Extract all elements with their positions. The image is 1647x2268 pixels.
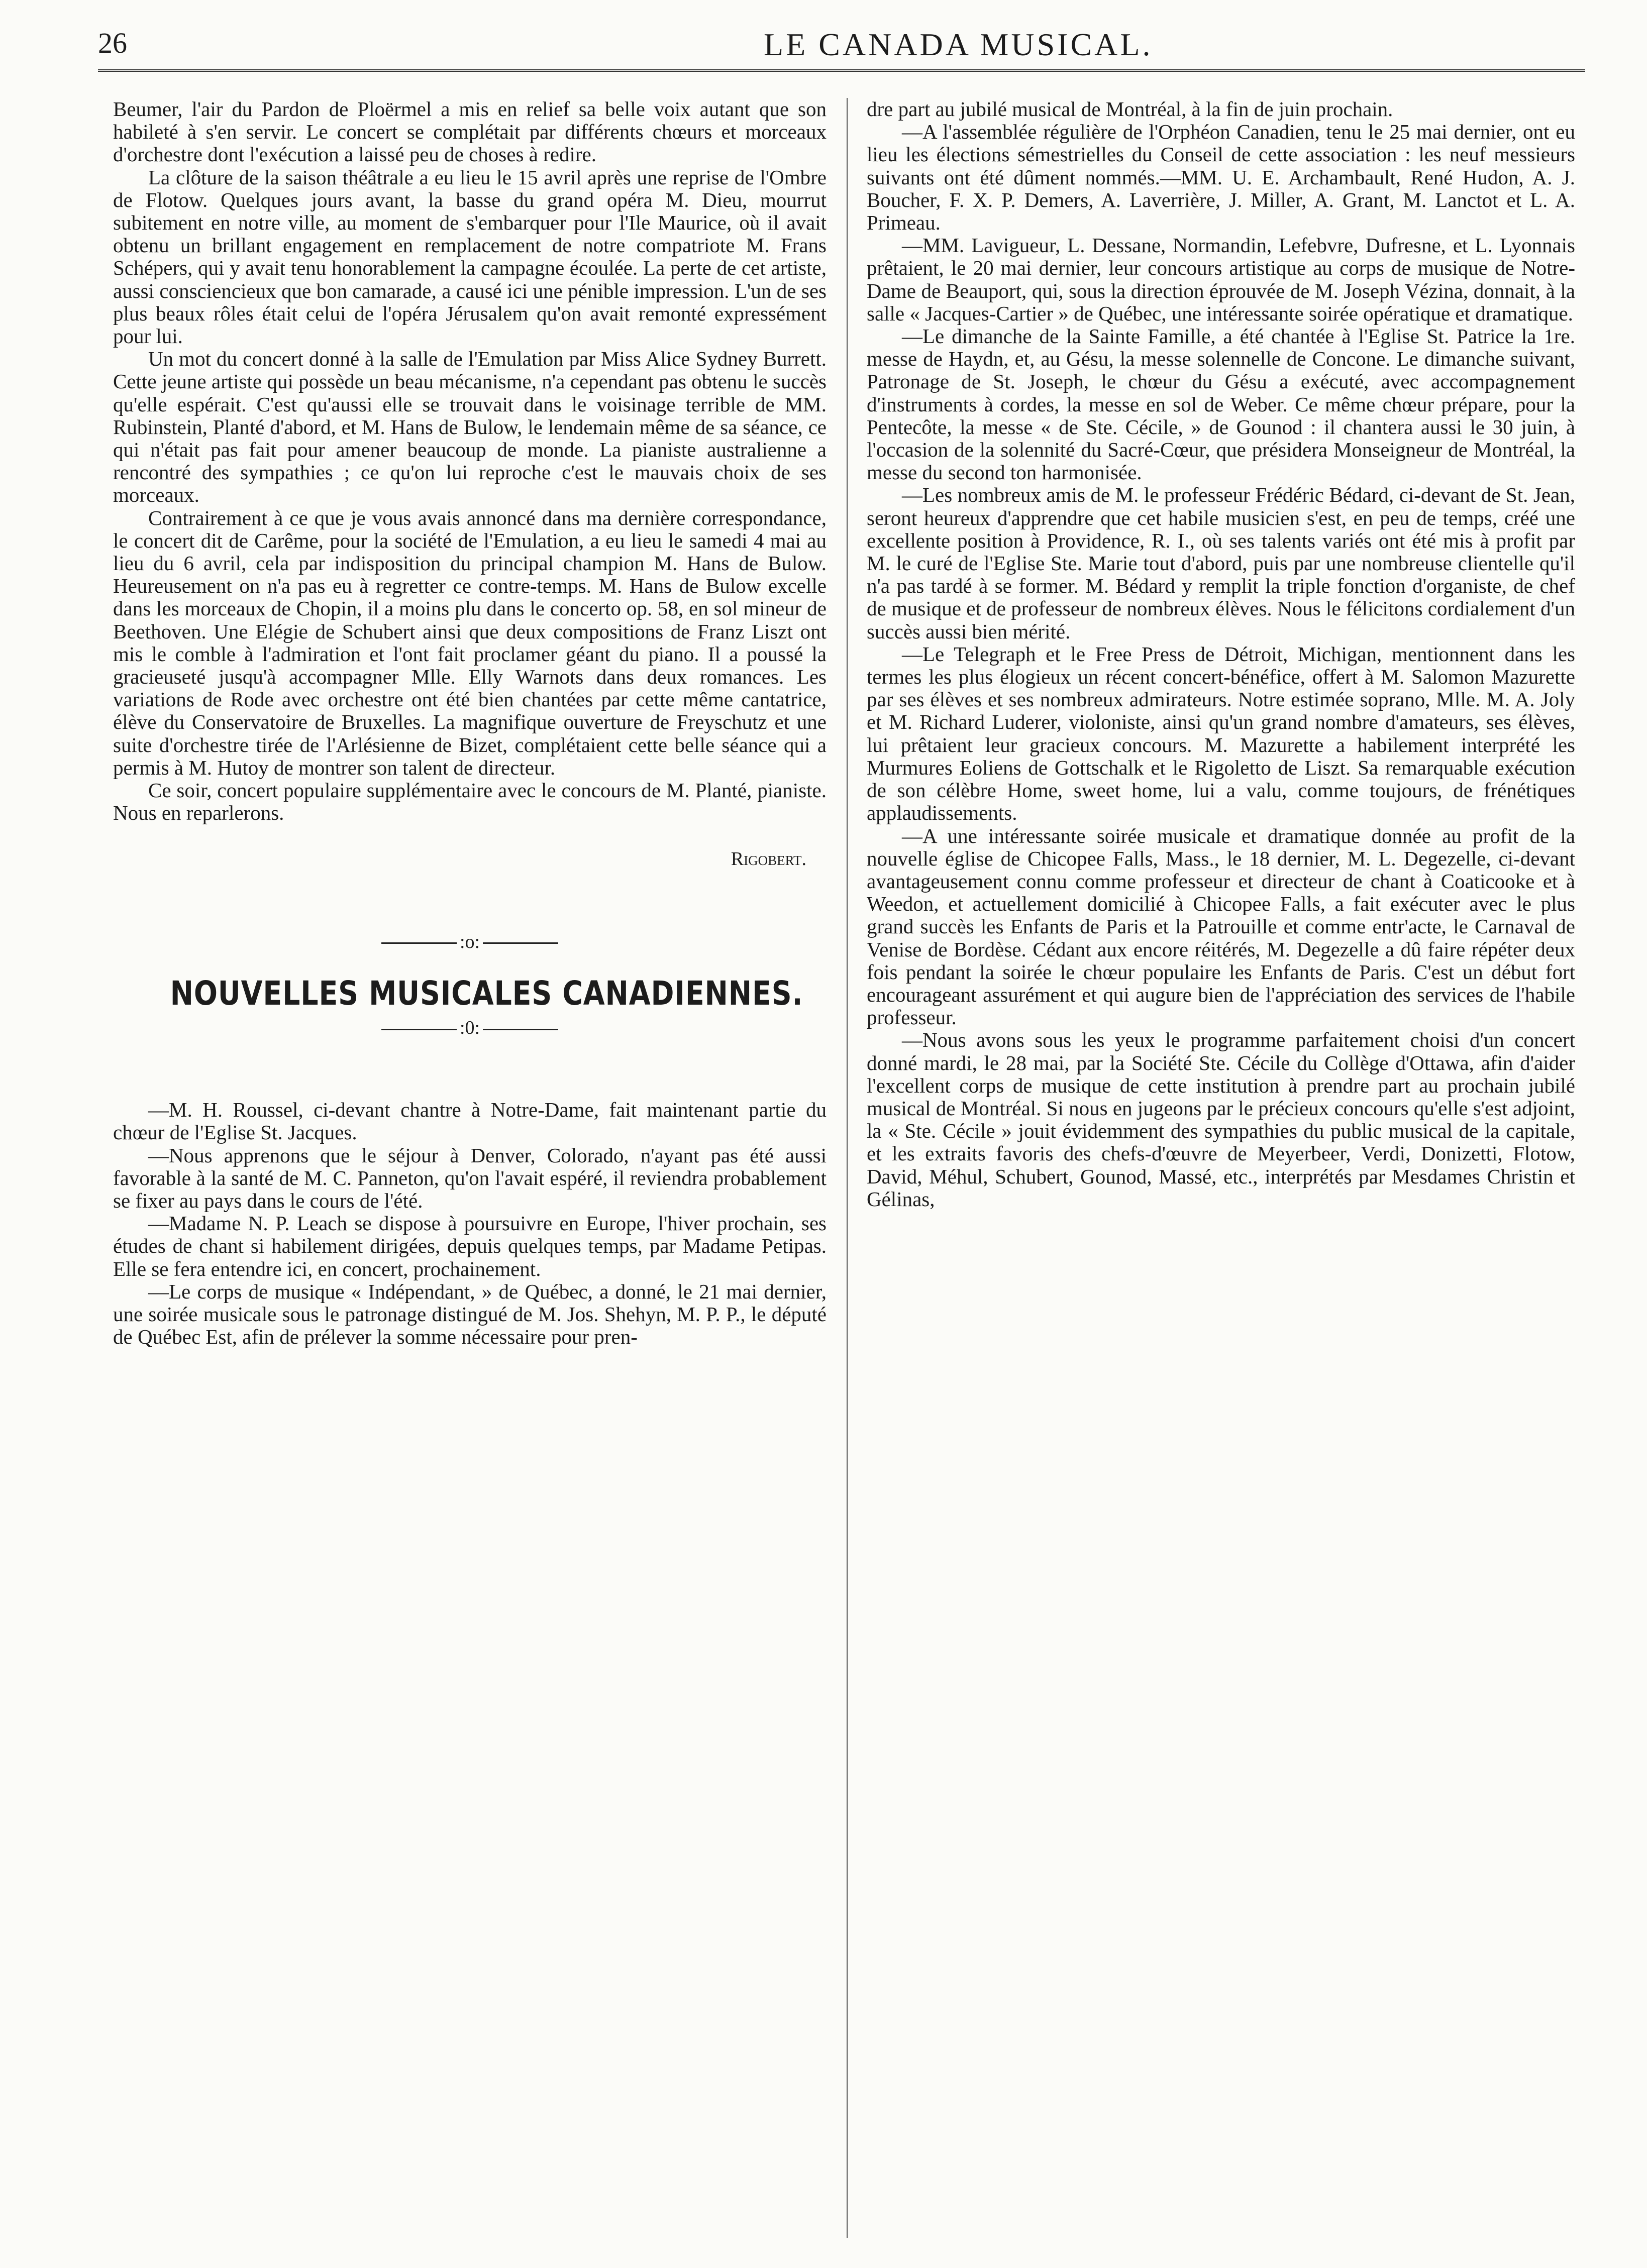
ornament-rule (381, 1029, 457, 1030)
column-divider (847, 98, 848, 2238)
header-rule (98, 69, 1585, 72)
news-item: —Nous apprenons que le séjour à Denver, Colorado, n'ayant pas été aussi favorable à la santé de M. C. Panneton, qu'on l'avait espéré, il reviendra probablement se fixer au pays dans le cours de l'été. (113, 1143, 827, 1212)
right-column (867, 98, 1575, 1211)
article-paragraph: Ce soir, concert populaire supplémentaire avec le concours de M. Planté, pianiste. Nous en reparlerons. (113, 779, 827, 825)
author-signature: Rigobert. (731, 848, 806, 870)
left-column (113, 98, 827, 1348)
ornament-rule (483, 942, 558, 944)
news-item: —M. H. Roussel, ci-devant chantre à Notre-Dame, fait maintenant partie du chœur de l'Eglise St. Jacques. (113, 1098, 827, 1144)
section-ornament-bottom (113, 1017, 827, 1039)
article-paragraph: Contrairement à ce que je vous avais annoncé dans ma dernière correspondance, le concert dit de Carême, pour la société de l'Emulation, a eu lieu le samedi 4 mai au lieu du 6 avril, cela par indisposition du principal champion M. Hans de Bulow. Heureusement on n'a pas eu à regretter ce contre-temps. M. Hans de Bulow excelle dans les morceaux de Chopin, il a moins plu dans le concerto op. 58, en sol mineur de Beethoven. Une Elégie de Schubert ainsi que deux compositions de Franz Liszt ont mis le comble à l'admiration et l'ont fait proclamer géant du piano. Il a poussé la gracieuseté jusqu'à accompagner Mlle. Elly Warnots dans deux romances. Les variations de Rode avec orchestre ont été bien chantées par cette même cantatrice, élève du Conservatoire de Bruxelles. La magnifique ouverture de Freyschutz et une suite d'orchestre tirée de l'Arlésienne de Bizet, complétaient cette belle séance qui a permis à M. Hutoy de montrer son talent de directeur. (113, 506, 827, 779)
journal-title: LE CANADA MUSICAL. (764, 27, 1153, 62)
page-number: 26 (98, 27, 127, 59)
news-item: —Les nombreux amis de M. le professeur Frédéric Bédard, ci-devant de St. Jean, seront heureux d'apprendre que cet habile musicien s'est, en peu de temps, créé une excellente position à Providence, R. I., où ses talents variés ont été mis à profit par M. le curé de l'Eglise Ste. Marie tout d'abord, puis par une nombreuse clientelle qu'il n'a pas tardé à se former. M. Bédard y remplit la triple fonction d'organiste, de chef de musique et de professeur de nombreux élèves. Nous le félicitons cordialement d'un succès aussi bien mérité. (867, 483, 1575, 643)
ornament-mark: :0: (459, 1017, 480, 1038)
news-item: —Le dimanche de la Sainte Famille, a été chantée à l'Eglise St. Patrice la 1re. messe de Haydn, et, au Gésu, la messe solennelle de Concone. Le dimanche suivant, Patronage de St. Joseph, le chœur du Gésu a exécuté, avec accompagnement d'instruments à cordes, la messe en sol de Weber. Ce même chœur prépare, pour la Pentecôte, la messe « de Ste. Cécile, » de Gounod : il chantera aussi le 30 juin, à l'occasion de la solennité du Sacré-Cœur, que présidera Monseigneur de Montréal, la messe du second ton harmonisée. (867, 325, 1575, 484)
news-item: —Le corps de musique « Indépendant, » de Québec, a donné, le 21 mai dernier, une soirée musicale sous le patronage distingué de M. Jos. Shehyn, M. P. P., le député de Québec Est, afin de prélever la somme nécessaire pour pren- (113, 1279, 827, 1349)
ornament-rule (381, 942, 457, 944)
article-paragraph: Beumer, l'air du Pardon de Ploërmel a mis en relief sa belle voix autant que son habileté à s'en servir. Le concert se complétait par différents chœurs et morceaux d'orchestre dont l'exécution a laissé peu de choses à redire. (113, 97, 827, 166)
news-item: —A l'assemblée régulière de l'Orphéon Canadien, tenu le 25 mai dernier, ont eu lieu les élections sémestrielles du Conseil de cette association : les neuf messieurs suivants ont été dûment nommés.—MM. U. E. Archambault, René Hudon, A. J. Boucher, F. X. P. Demers, A. Laverrière, J. Miller, A. Grant, M. Lanctot et L. A. Primeau. (867, 120, 1575, 235)
article-paragraph: Un mot du concert donné à la salle de l'Emulation par Miss Alice Sydney Burrett. Cette jeune artiste qui possède un beau mécanisme, n'a cependant pas obtenu le succès qu'elle espérait. C'est qu'aussi elle se trouvait dans le voisinage terrible de MM. Rubinstein, Planté d'abord, et M. Hans de Bulow, le lendemain même de sa séance, ce qui n'était pas fait pour amener beaucoup de monde. La pianiste australienne a rencontré des sympathies ; ce qu'on lui reproche c'est le mauvais choix de ses morceaux. (113, 347, 827, 507)
news-item: —MM. Lavigueur, L. Dessane, Normandin, Lefebvre, Dufresne, et L. Lyonnais prêtaient, le 20 mai dernier, leur concours artistique au corps de musique de Notre-Dame de Beauport, qui, sous la direction éprouvée de M. Joseph Vézina, donnait, à la salle « Jacques-Cartier » de Québec, une intéressante soirée opératique et dramatique. (867, 234, 1575, 325)
page-header (98, 21, 1585, 71)
news-item: dre part au jubilé musical de Montréal, à la fin de juin prochain. (867, 97, 1393, 121)
section-ornament-top (113, 931, 827, 953)
section-title: NOUVELLES MUSICALES CANADIENNES. (170, 974, 803, 1013)
ornament-mark: :o: (459, 931, 480, 952)
article-paragraph: La clôture de la saison théâtrale a eu lieu le 15 avril après une reprise de l'Ombre de Flotow. Quelques jours avant, la basse du grand opéra M. Dieu, mourrut subitement en notre ville, au moment de s'embarquer pour l'Ile Maurice, où il avait obtenu un brillant engagement en remplacement de notre compatriote M. Frans Schépers, qui y avait tenu honorablement la campagne écoulée. La perte de cet artiste, aussi consciencieux que bon camarade, a causé ici une pénible impression. L'un de ses plus beaux rôles était celui de l'opéra Jérusalem qu'on avait remonté expressément pour lui. (113, 165, 827, 348)
ornament-rule (483, 1029, 558, 1030)
news-item: —Le Telegraph et le Free Press de Détroit, Michigan, mentionnent dans les termes les plus élogieux un récent concert-bénéfice, offert à M. Salomon Mazurette par ses élèves et ses nombreux admirateurs. Notre estimée soprano, Mlle. M. A. Joly et M. Richard Luderer, violoniste, ainsi qu'un grand nombre d'amateurs, ses élèves, lui prêtaient leur gracieux concours. M. Mazurette a habilement interprété les Murmures Eoliens de Gottschalk et le Rigoletto de Liszt. Sa remarquable exécution de son célèbre Home, sweet home, lui a valu, comme toujours, de frénétiques applaudissements. (867, 642, 1575, 825)
news-item: —Nous avons sous les yeux le programme parfaitement choisi d'un concert donné mardi, le 28 mai, par la Société Ste. Cécile du Collège d'Ottawa, afin d'aider l'excellent corps de musique de cette institution à prendre part au prochain jubilé musical de Montréal. Si nous en jugeons par le précieux concours qu'elle s'est adjoint, la « Ste. Cécile » jouit évidemment des sympathies du public musical de la capitale, et les extraits favoris des chefs-d'œuvre de Meyerbeer, Verdi, Donizetti, Flotow, David, Méhul, Schubert, Gounod, Massé, etc., interprétés par Mesdames Christin et Gélinas, (867, 1028, 1575, 1211)
news-item: —A une intéressante soirée musicale et dramatique donnée au profit de la nouvelle église de Chicopee Falls, Mass., le 18 dernier, M. L. Degezelle, ci-devant avantageusement connu comme professeur et directeur de chant à Coaticooke et à Weedon, et actuellement domicilié à Chicopee Falls, a fait exécuter avec le plus grand succès les Enfants de Paris et la Patrouille et comme entr'acte, le Carnaval de Venise de Bordèse. Cédant aux encore réitérés, M. Degezelle a dû faire répéter deux fois pendant la soirée le chœur populaire les Enfants de Paris. C'est un début fort encourageant assurément et qui augure bien de l'appréciation des services de l'habile professeur. (867, 824, 1575, 1029)
news-item: —Madame N. P. Leach se dispose à poursuivre en Europe, l'hiver prochain, ses études de chant si habilement dirigées, depuis quelques temps, par Madame Petipas. Elle se fera entendre ici, en concert, prochainement. (113, 1212, 827, 1280)
